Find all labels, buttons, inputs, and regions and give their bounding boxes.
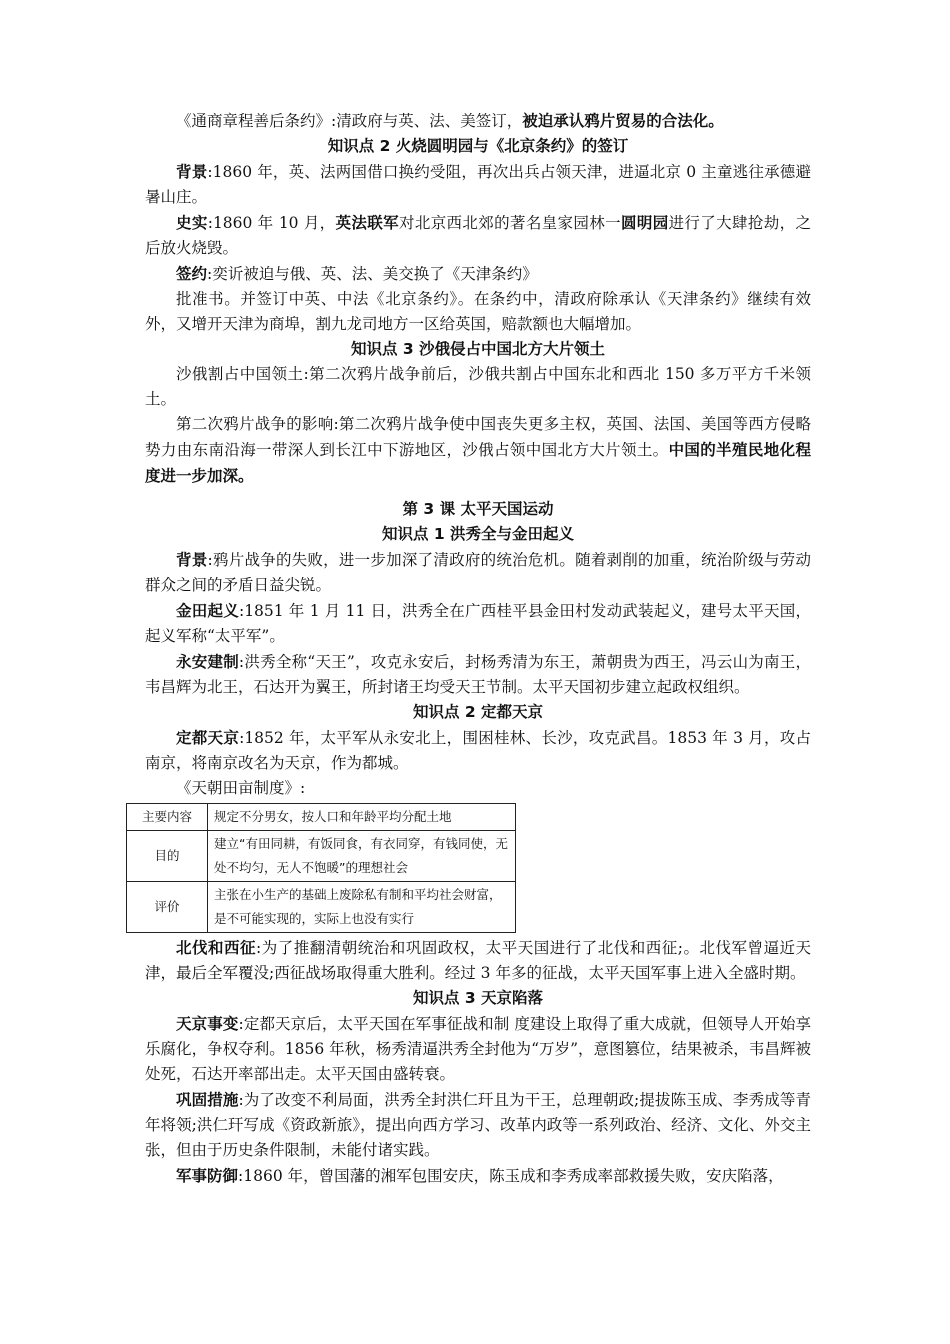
paragraph-war-impact: 第二次鸦片战争的影响:第二次鸦片战争使中国丧失更多主权，英国、法国、美国等西方侵略势力由东南沿海一带深人到长江中下游地区，沙俄占领中国北方大片领土。中国的半殖民地化程度进一步加深。 (145, 415, 811, 485)
table-value-cell: 建立“有田同耕，有饭同食，有衣同穿，有钱同使，无处不均匀，无人不饱暖”的理想社会 (208, 831, 516, 882)
heading-kp3-russia: 知识点 3 沙俄侵占中国北方大片领土 (350, 340, 606, 358)
table-key-cell: 主要内容 (127, 804, 208, 831)
paragraph-russia-territory: 沙俄割占中国领土:第二次鸦片战争前后，沙俄共割占中国东北和西北 150 多万平方千米领土。 (145, 365, 811, 408)
paragraph-beijing-treaty: 批准书。并签订中英、中法《北京条约》。在条约中，清政府除承认《天津条约》继续有效外，又增开天津为商埠，割九龙司地方一区给英国，赔款额也大幅增加。 (145, 290, 811, 333)
paragraph-capital-tianjing: 定都天京:1852 年，太平军从永安北上，围困桂林、长沙，攻克武昌。1853 年 3 月，攻占南京，将南京改名为天京，作为都城。 (145, 728, 811, 772)
paragraph-north-west-campaigns: 北伐和西征:为了推翻清朝统治和巩固政权，太平天国进行了北伐和西征;。北伐军曾逼近天津，最后全军覆没;西征战场取得重大胜利。经过 3 年多的征战，太平天国军事上进入全盛时期。 (145, 938, 811, 982)
paragraph-consolidation: 巩固措施:为了改变不利局面，洪秀全封洪仁玕且为干王，总理朝政;提拔陈玉成、李秀成等青年将领;洪仁玕写成《资政新旅》，提出向西方学习、改革内政等一系列政治、经济、文化、外交主张，但由于历史条件限制，未能付诸实践。 (145, 1090, 811, 1159)
paragraph-tianjing-incident: 天京事变:定都天京后，太平天国在军事征战和制 度建设上取得了重大成就，但领导人开始享乐腐化，争权夺利。1856 年秋，杨秀清逼洪秀全封他为“万岁”，意图篡位，结果被杀，韦昌辉被处死，石达开率部出走。太平天国由盛转衰。 (145, 1014, 811, 1083)
paragraph-military-defense: 军事防御:1860 年，曾国藩的湘军包围安庆，陈玉成和李秀成率部救援失败，安庆陷落， (176, 1166, 784, 1185)
land-system-table (126, 803, 516, 933)
paragraph-yongan-system: 永安建制:洪秀全称“天王”，攻克永安后，封杨秀清为东王，萧朝贵为西王，冯云山为南王，韦昌辉为北王，石达开为翼王，所封诸王均受天王节制。太平天国初步建立起政权组织。 (145, 652, 811, 696)
paragraph-background-1860: 背景:1860 年，英、法两国借口换约受阻，再次出兵占领天津，进逼北京 0 主童逃往承德避暑山庄。 (145, 162, 811, 206)
paragraph-treaty-signing: 签约:奕䜣被迫与俄、英、法、美交换了《天津条约》 (176, 264, 538, 283)
paragraph-historical-facts: 史实:1860 年 10 月，英法联军对北京西北郊的著名皇家园林一圆明园进行了大肆抢劫，之后放火烧毁。 (145, 213, 811, 257)
section-gap (145, 489, 811, 497)
table-value-cell: 规定不分男女，按人口和年龄平均分配土地 (208, 804, 516, 831)
table-value-cell: 主张在小生产的基础上废除私有制和平均社会财富，是不可能实现的，实际上也没有实行 (208, 882, 516, 933)
heading-kp3-fall: 知识点 3 天京陷落 (412, 989, 544, 1007)
paragraph-taiping-background: 背景:鸦片战争的失败，进一步加深了清政府的统治危机。随着剥削的加重，统治阶级与劳动群众之间的矛盾日益尖锐。 (145, 550, 811, 594)
paragraph-land-system-title: 《天朝田亩制度》: (176, 779, 306, 797)
table-row (127, 831, 516, 882)
table-row (127, 804, 516, 831)
table-key-cell: 评价 (127, 882, 208, 933)
table-key-cell: 目的 (127, 831, 208, 882)
heading-kp2-yuanmingyuan: 知识点 2 火烧圆明园与《北京条约》的签订 (327, 137, 629, 155)
table-row (127, 882, 516, 933)
document-body (141, 108, 811, 1189)
paragraph-tongshang-treaty: 《通商章程善后条约》:清政府与英、法、美签订，被迫承认鸦片贸易的合法化。 (176, 111, 724, 130)
heading-lesson-3: 第 3 课 太平天国运动 (402, 500, 554, 518)
heading-kp2-tianjing: 知识点 2 定都天京 (412, 703, 544, 721)
heading-kp1-jintian: 知识点 1 洪秀全与金田起义 (381, 525, 575, 543)
paragraph-jintian-uprising: 金田起义:1851 年 1 月 11 日，洪秀全在广西桂平县金田村发动武装起义，建号太平天国，起义军称“太平军”。 (145, 601, 811, 645)
